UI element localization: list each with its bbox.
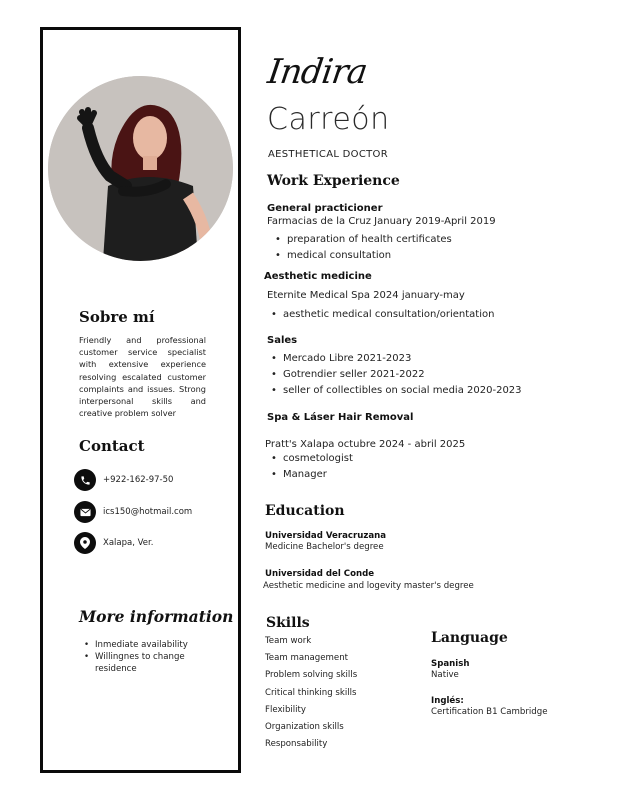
language-2-level: Certification B1 Cambridge: [431, 707, 548, 717]
more-info-heading: More information: [79, 607, 234, 626]
job-4-bullets: [268, 451, 353, 483]
contact-phone[interactable]: [74, 469, 173, 491]
list-item: • Inmediate availability: [81, 639, 211, 651]
skills-heading: Skills: [266, 615, 310, 631]
language-heading: Language: [431, 630, 508, 646]
skills-list: [265, 633, 357, 753]
list-item: Team management: [265, 653, 349, 664]
language-2-name: Inglés:: [431, 696, 464, 706]
list-item: • aesthetic medical consultation/orientation: [268, 307, 494, 323]
phone-text: +922-162-97-50: [103, 475, 174, 485]
more-info-list: [81, 639, 211, 675]
list-item: Flexibility: [265, 704, 307, 715]
list-item: Problem solving skills: [265, 670, 358, 681]
list-item: • Gotrendier seller 2021-2022: [268, 367, 522, 383]
location-pin-icon: [74, 532, 96, 554]
edu-2-school: Universidad del Conde: [265, 569, 375, 579]
contact-email[interactable]: [74, 501, 192, 523]
list-item: • cosmetologist: [268, 451, 353, 467]
job-2-bullets: [268, 307, 494, 323]
location-text: Xalapa, Ver.: [103, 538, 154, 548]
list-item: • Willingnes to change residence: [81, 651, 211, 675]
job-4-line: Pratt's Xalapa octubre 2024 - abril 2025: [265, 439, 466, 450]
edu-2-degree: Aesthetic medicine and logevity master's degree: [263, 581, 474, 591]
language-1-level: Native: [431, 670, 459, 680]
job-3-bullets: [268, 351, 522, 399]
contact-heading: Contact: [79, 437, 145, 455]
list-item: • seller of collectibles on social media 2020-2023: [268, 383, 522, 399]
job-2-title: Aesthetic medicine: [264, 271, 372, 282]
job-title-header: AESTHETICAL DOCTOR: [268, 149, 388, 160]
job-2-line: Eternite Medical Spa 2024 january-may: [267, 290, 465, 301]
job-4-title: Spa & Láser Hair Removal: [267, 412, 414, 423]
education-heading: Education: [265, 503, 345, 519]
job-1-title: General practicioner: [267, 203, 383, 214]
list-item: Critical thinking skills: [265, 687, 357, 698]
email-text: ics150@hotmail.com: [103, 507, 193, 517]
edu-1-school: Universidad Veracruzana: [265, 531, 387, 541]
phone-icon: [74, 469, 96, 491]
list-item: • Mercado Libre 2021-2023: [268, 351, 522, 367]
profile-photo: [48, 76, 233, 261]
last-name: Carreón: [267, 102, 390, 137]
mail-icon: [74, 501, 96, 523]
profile-photo-illustration: [48, 76, 233, 261]
list-item: • medical consultation: [272, 248, 452, 264]
list-item: Responsability: [265, 739, 328, 750]
job-3-title: Sales: [267, 335, 298, 346]
work-heading: Work Experience: [267, 173, 400, 189]
list-item: Organization skills: [265, 722, 344, 733]
job-1-line: Farmacias de la Cruz January 2019-April 2019: [267, 216, 496, 227]
first-name-script: Indira: [265, 52, 370, 92]
contact-location: [74, 532, 153, 554]
job-1-bullets: [272, 232, 452, 264]
list-item: Team work: [265, 636, 312, 646]
edu-1-degree: Medicine Bachelor's degree: [265, 542, 384, 552]
language-1-name: Spanish: [431, 659, 470, 669]
about-heading: Sobre mí: [79, 308, 155, 326]
list-item: • Manager: [268, 467, 353, 483]
list-item: • preparation of health certificates: [272, 232, 452, 248]
about-text: Friendly and professional customer service specialist with extensive experience resolving escalated customer complaints and issues. Strong interpersonal skills and creative problem solver: [79, 335, 206, 419]
